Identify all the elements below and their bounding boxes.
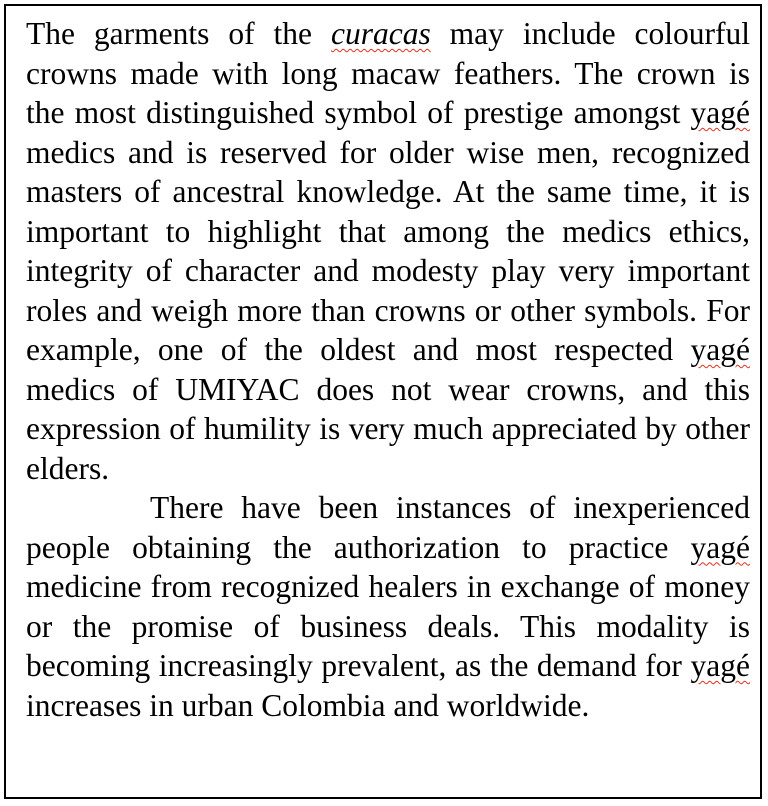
text-run: increases in urban Colombia and worldwide.	[26, 687, 590, 723]
text-run: There have been instances of inexperienced people obtaining the authorization to practice	[26, 490, 750, 565]
misspelled-word[interactable]: yagé	[690, 648, 750, 683]
text-run: medics and is reserved for older wise men, recognized masters of ancestral knowledge. At the same time, it is important to highlight that among the medics ethics, integrity of character and modesty play very important roles and weigh more than crowns or other symbols. For example, one of the oldest and most respected	[26, 134, 750, 367]
misspelled-word[interactable]: yagé	[690, 332, 750, 367]
document-text[interactable]	[26, 14, 750, 725]
misspelled-word[interactable]: curacas	[330, 16, 431, 51]
text-run: may include colourful crowns made with long macaw feathers. The crown is the most distinguished symbol of prestige amongst	[26, 16, 750, 130]
text-run: medics of UMIYAC does not wear crowns, and this expression of humility is very much appreciated by other elders.	[26, 371, 750, 486]
misspelled-word[interactable]: yagé	[690, 529, 750, 565]
paragraph-2	[26, 488, 750, 725]
document-frame	[4, 4, 762, 799]
text-run: The garments of the	[26, 16, 331, 51]
text-run: medicine from recognized healers in exchange of money or the promise of business deals. This modality is becoming increasingly prevalent, as the demand for	[26, 569, 750, 683]
misspelled-word[interactable]: yagé	[690, 95, 750, 130]
paragraph-1	[26, 14, 750, 488]
